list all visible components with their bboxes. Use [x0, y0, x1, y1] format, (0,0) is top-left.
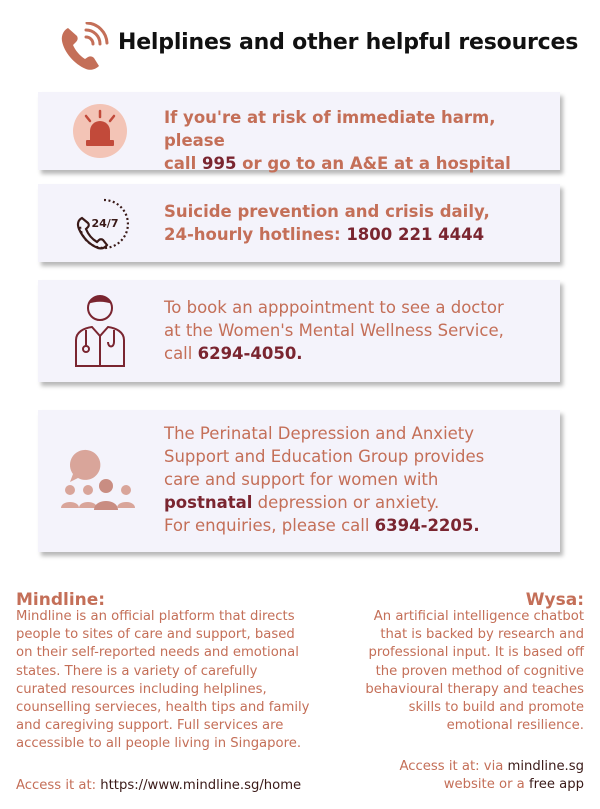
support-line-4: postnatal depression or anxiety.: [164, 493, 440, 512]
doctor-line-2: at the Women's Mental Wellness Service,: [164, 321, 504, 340]
support-line-3: care and support for women with: [164, 470, 439, 489]
doctor-appointment-card: [38, 280, 560, 382]
crisis-line-2: 24-hourly hotlines: 1800 221 4444: [164, 225, 485, 244]
wysa-app-link[interactable]: free app: [528, 777, 584, 792]
support-group-icon: [60, 448, 142, 512]
doctor-line-1: To book an apppointment to see a doctor: [164, 298, 504, 317]
24-7-label: 24/7: [91, 217, 119, 230]
emergency-card: [38, 92, 560, 173]
wysa-site-link[interactable]: mindline.sg: [507, 759, 584, 774]
support-line-1: The Perinatal Depression and Anxiety: [164, 424, 475, 443]
crisis-hotline-number[interactable]: 1800 221 4444: [346, 225, 485, 244]
doctor-appointment-number[interactable]: 6294-4050.: [197, 344, 303, 363]
page-title: Helplines and other helpful resources: [118, 30, 579, 55]
support-group-text: [164, 422, 484, 537]
emergency-text: [164, 106, 560, 175]
alarm-siren-icon: [72, 103, 128, 159]
crisis-hotline-text: [164, 200, 490, 246]
mindline-heading: Mindline:: [16, 590, 106, 610]
wysa-heading: Wysa:: [525, 590, 584, 610]
postnatal-highlight: postnatal: [164, 493, 253, 512]
support-group-card: [38, 410, 560, 552]
mindline-access: Access it at: https://www.mindline.sg/home: [16, 778, 302, 793]
24-7-phone-icon: [74, 196, 130, 252]
wysa-description: An artificial intelligence chatbot that is backed by research and professional input. It is based off the proven method of cognitive behavioural therapy and teaches skills to build and promote emotional resilience.: [365, 609, 584, 734]
emergency-number[interactable]: 995: [201, 154, 237, 173]
phone-ringing-icon: [58, 22, 110, 74]
support-line-5: For enquiries, please call 6394-2205.: [164, 516, 480, 535]
header: [0, 18, 600, 74]
emergency-line-1: If you're at risk of immediate harm, please: [164, 108, 496, 150]
crisis-hotline-card: [38, 184, 560, 262]
support-line-2: Support and Education Group provides: [164, 447, 485, 466]
emergency-line-2: call 995 or go to an A&E at a hospital: [164, 154, 511, 173]
doctor-appointment-text: [164, 296, 504, 365]
crisis-line-1: Suicide prevention and crisis daily,: [164, 202, 490, 221]
mindline-link[interactable]: https://www.mindline.sg/home: [100, 778, 302, 793]
wysa-access: Access it at: via mindline.sg website or a free app: [399, 759, 584, 792]
doctor-icon: [72, 290, 128, 368]
mindline-description: Mindline is an official platform that directs people to sites of care and support, based on their self-reported needs and emotional states. There is a variety of carefully curated resources including helplines, counselling servieces, health tips and family and caregiving support. Full services are accessible to all people living in Singapore.: [16, 609, 310, 752]
doctor-line-3: call 6294-4050.: [164, 344, 303, 363]
support-group-number[interactable]: 6394-2205.: [374, 516, 480, 535]
